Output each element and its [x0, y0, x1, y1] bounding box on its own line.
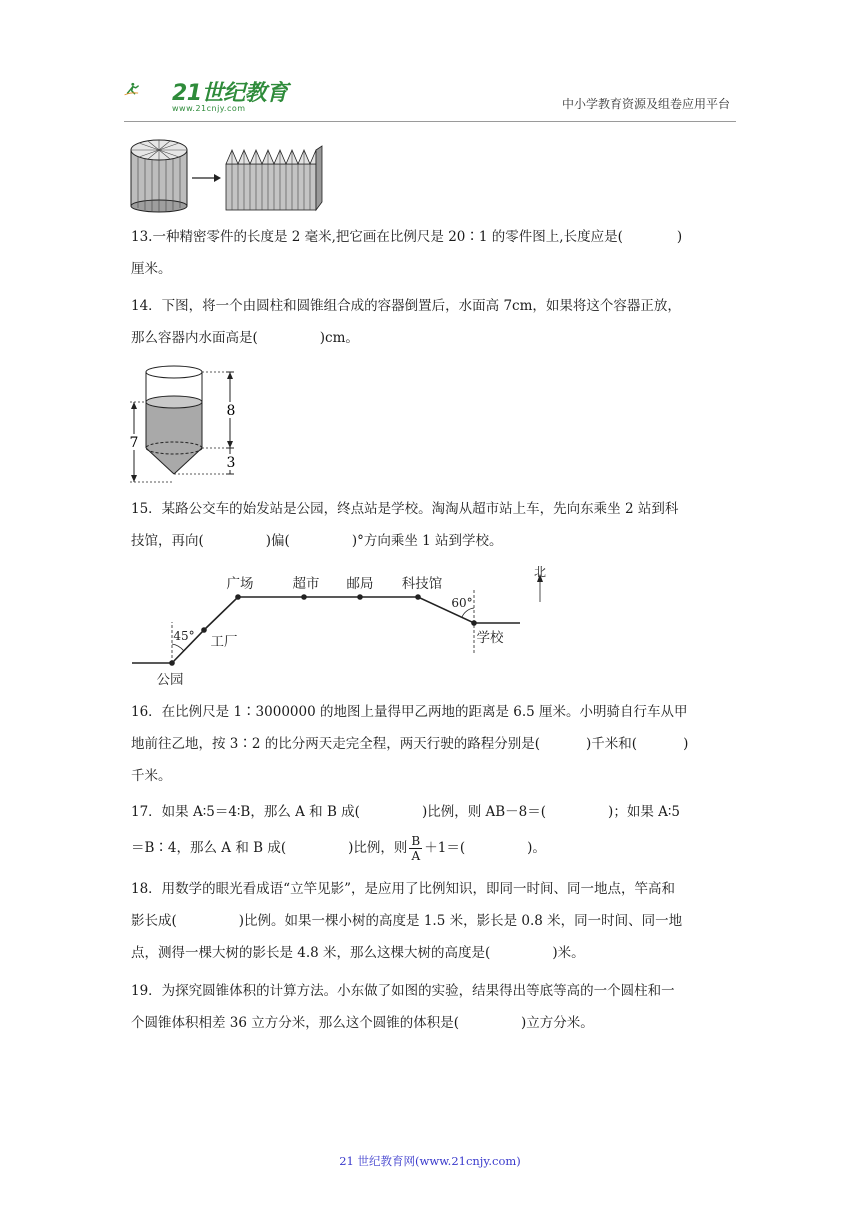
bus-route-map [128, 560, 558, 690]
container-figure [126, 362, 246, 486]
q13-unit: 厘米。 [131, 261, 172, 277]
angle-60-label: 60° [451, 596, 473, 610]
q16-line2b: )千米和( [586, 736, 638, 752]
fraction-numerator: B [411, 834, 421, 848]
label-gongchang: 工厂 [210, 634, 238, 650]
q17-line1b: )比例，则 AB－8＝( [421, 804, 547, 820]
question-16 [131, 696, 731, 792]
q16-line2a: 地前往乙地，按 3∶2 的比分两天走完全程，两天行驶的路程分别是( [131, 736, 541, 752]
cylinder-to-prism-figure [128, 136, 328, 214]
platform-name: 中小学教育资源及组卷应用平台 [561, 97, 730, 111]
label-kejiguan: 科技馆 [401, 576, 443, 592]
q18-line2b: )比例。如果一棵小树的高度是 1.5 米，影长是 0.8 米，同一时间、同一地 [238, 913, 683, 929]
label-guangchang: 广场 [226, 576, 254, 592]
label-youju: 邮局 [346, 576, 374, 592]
q17-line2a: ＝B∶4，那么 A 和 B 成( [131, 840, 287, 856]
fraction-denominator: A [411, 849, 421, 863]
question-19 [131, 975, 731, 1039]
q15-line2c: )°方向乘坐 1 站到学校。 [351, 533, 503, 549]
q14-line1: 14．下图，将一个由圆柱和圆锥组合成的容器倒置后，水面高 7cm，如果将这个容器正放， [131, 298, 681, 314]
q15-line2b: )偏( [265, 533, 290, 549]
q17-line1a: 17．如果 A∶5＝4∶B，那么 A 和 B 成( [131, 804, 360, 820]
q15-line2a: 技馆，再向( [131, 533, 204, 549]
cylinder-shape [131, 140, 187, 212]
label-8: 8 [226, 403, 236, 419]
q14-line2: 那么容器内水面高是( [131, 330, 258, 346]
header-divider [124, 121, 736, 122]
footer-text: 21 世纪教育网(www.21cnjy.com) [339, 1154, 521, 1168]
logo-url: www.21cnjy.com [172, 104, 246, 113]
q19-line1: 19．为探究圆锥体积的计算方法。小东做了如图的实验，结果得出等底等高的一个圆柱和一 [131, 983, 675, 999]
label-xuexiao: 学校 [476, 630, 504, 646]
q15-line1: 15．某路公交车的始发站是公园，终点站是学校。淘淘从超市站上车，先向东乘坐 2 站到科 [131, 501, 679, 517]
q19-line2a: 个圆锥体积相差 36 立方分米，那么这个圆锥的体积是( [131, 1015, 460, 1031]
q13-text: 13.一种精密零件的长度是 2 毫米,把它画在比例尺是 20∶1 的零件图上,长度应是( [131, 229, 623, 245]
q14-line2-end: )cm。 [319, 330, 359, 346]
q16-line2c: ) [683, 736, 689, 752]
label-gongyuan: 公园 [156, 672, 184, 688]
arrow-right-icon [192, 174, 221, 182]
q17-line2b: )比例，则 [348, 840, 408, 856]
label-north: 北 [533, 565, 547, 579]
q17-fraction [409, 834, 422, 863]
question-17 [131, 796, 731, 868]
logo-text: 21世纪教育 [172, 81, 288, 106]
angle-45-label: 45° [173, 629, 195, 643]
q16-line1: 16．在比例尺是 1∶3000000 的地图上量得甲乙两地的距离是 6.5 厘米。小明骑自行车从甲 [131, 704, 688, 720]
question-18 [131, 873, 731, 969]
q19-line2b: )立方分米。 [521, 1015, 594, 1031]
logo-runner-icon [124, 66, 174, 112]
label-3: 3 [226, 455, 236, 471]
q17-line2d: )。 [527, 840, 546, 856]
q18-line3a: 点，测得一棵大树的影长是 4.8 米，那么这棵大树的高度是( [131, 945, 491, 961]
question-15 [131, 493, 731, 557]
label-7: 7 [129, 435, 139, 451]
q13-paren-close: ) [676, 229, 683, 245]
q18-line2a: 影长成( [131, 913, 177, 929]
station-dots [169, 594, 477, 666]
q16-line3: 千米。 [131, 768, 172, 784]
q17-line1c: )；如果 A∶5 [608, 804, 680, 820]
q18-line3b: )米。 [552, 945, 585, 961]
question-14 [131, 290, 731, 354]
q17-line2c: ＋1＝( [424, 840, 466, 856]
label-chaoshi: 超市 [292, 576, 320, 592]
question-13 [131, 221, 731, 285]
prism-shape [226, 146, 322, 210]
q18-line1: 18．用数学的眼光看成语“立竿见影”，是应用了比例知识，即同一时间、同一地点，竿高和 [131, 881, 675, 897]
